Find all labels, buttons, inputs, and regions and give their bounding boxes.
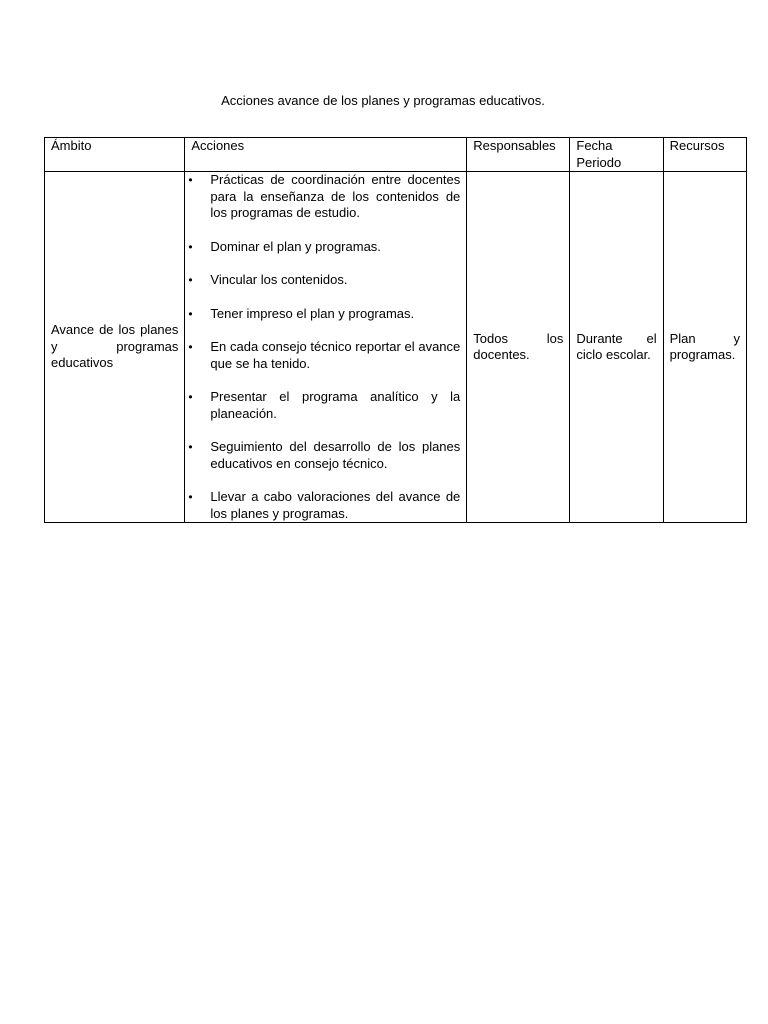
- acciones-list: [187, 172, 460, 522]
- list-item: [187, 272, 460, 289]
- header-acciones: Acciones: [185, 138, 467, 172]
- bullet-icon: •: [188, 440, 193, 454]
- accion-text: Seguimiento del desarrollo de los planes educativos en consejo técnico.: [210, 439, 461, 471]
- bullet-icon: •: [188, 239, 193, 254]
- header-responsables: Responsables: [467, 138, 570, 172]
- list-item: [187, 389, 460, 422]
- bullet-icon: •: [188, 340, 193, 354]
- bullet-icon: •: [188, 390, 193, 404]
- bullet-icon: •: [188, 490, 193, 504]
- accion-text: Dominar el plan y programas.: [210, 238, 381, 254]
- bullet-icon: •: [188, 306, 193, 321]
- list-item: [187, 172, 460, 222]
- cell-ambito: Avance de los planes y programas educativos: [45, 172, 185, 523]
- cell-fecha: Durante el ciclo escolar.: [570, 172, 663, 523]
- header-fecha-line1: Fecha: [576, 138, 613, 153]
- accion-text: Vincular los contenidos.: [210, 272, 348, 287]
- table-row: [45, 172, 747, 523]
- list-item: [187, 339, 460, 372]
- cell-responsables: Todos los docentes.: [467, 172, 570, 523]
- accion-text: En cada consejo técnico reportar el avance que se ha tenido.: [210, 339, 461, 371]
- list-item: [187, 489, 460, 522]
- list-item: [187, 306, 460, 323]
- list-item: [187, 439, 460, 472]
- bullet-icon: •: [188, 273, 193, 287]
- bullet-icon: •: [188, 173, 193, 187]
- accion-text: Presentar el programa analítico y la planeación.: [210, 389, 461, 421]
- header-fecha: [570, 138, 663, 172]
- accion-text: Llevar a cabo valoraciones del avance de los planes y programas.: [210, 489, 461, 521]
- list-item: [187, 239, 460, 256]
- accion-text: Prácticas de coordinación entre docentes para la enseñanza de los contenidos de los programas de estudio.: [210, 172, 461, 220]
- header-recursos: Recursos: [663, 138, 746, 172]
- header-ambito: Ámbito: [45, 138, 185, 172]
- document-title: Acciones avance de los planes y programas educativos.: [221, 93, 545, 108]
- actions-table: [44, 137, 747, 523]
- table-header-row: [45, 138, 747, 172]
- header-fecha-line2: Periodo: [576, 154, 622, 170]
- accion-text: Tener impreso el plan y programas.: [210, 305, 415, 321]
- cell-recursos: Plan y programas.: [663, 172, 746, 523]
- cell-acciones: [185, 172, 467, 523]
